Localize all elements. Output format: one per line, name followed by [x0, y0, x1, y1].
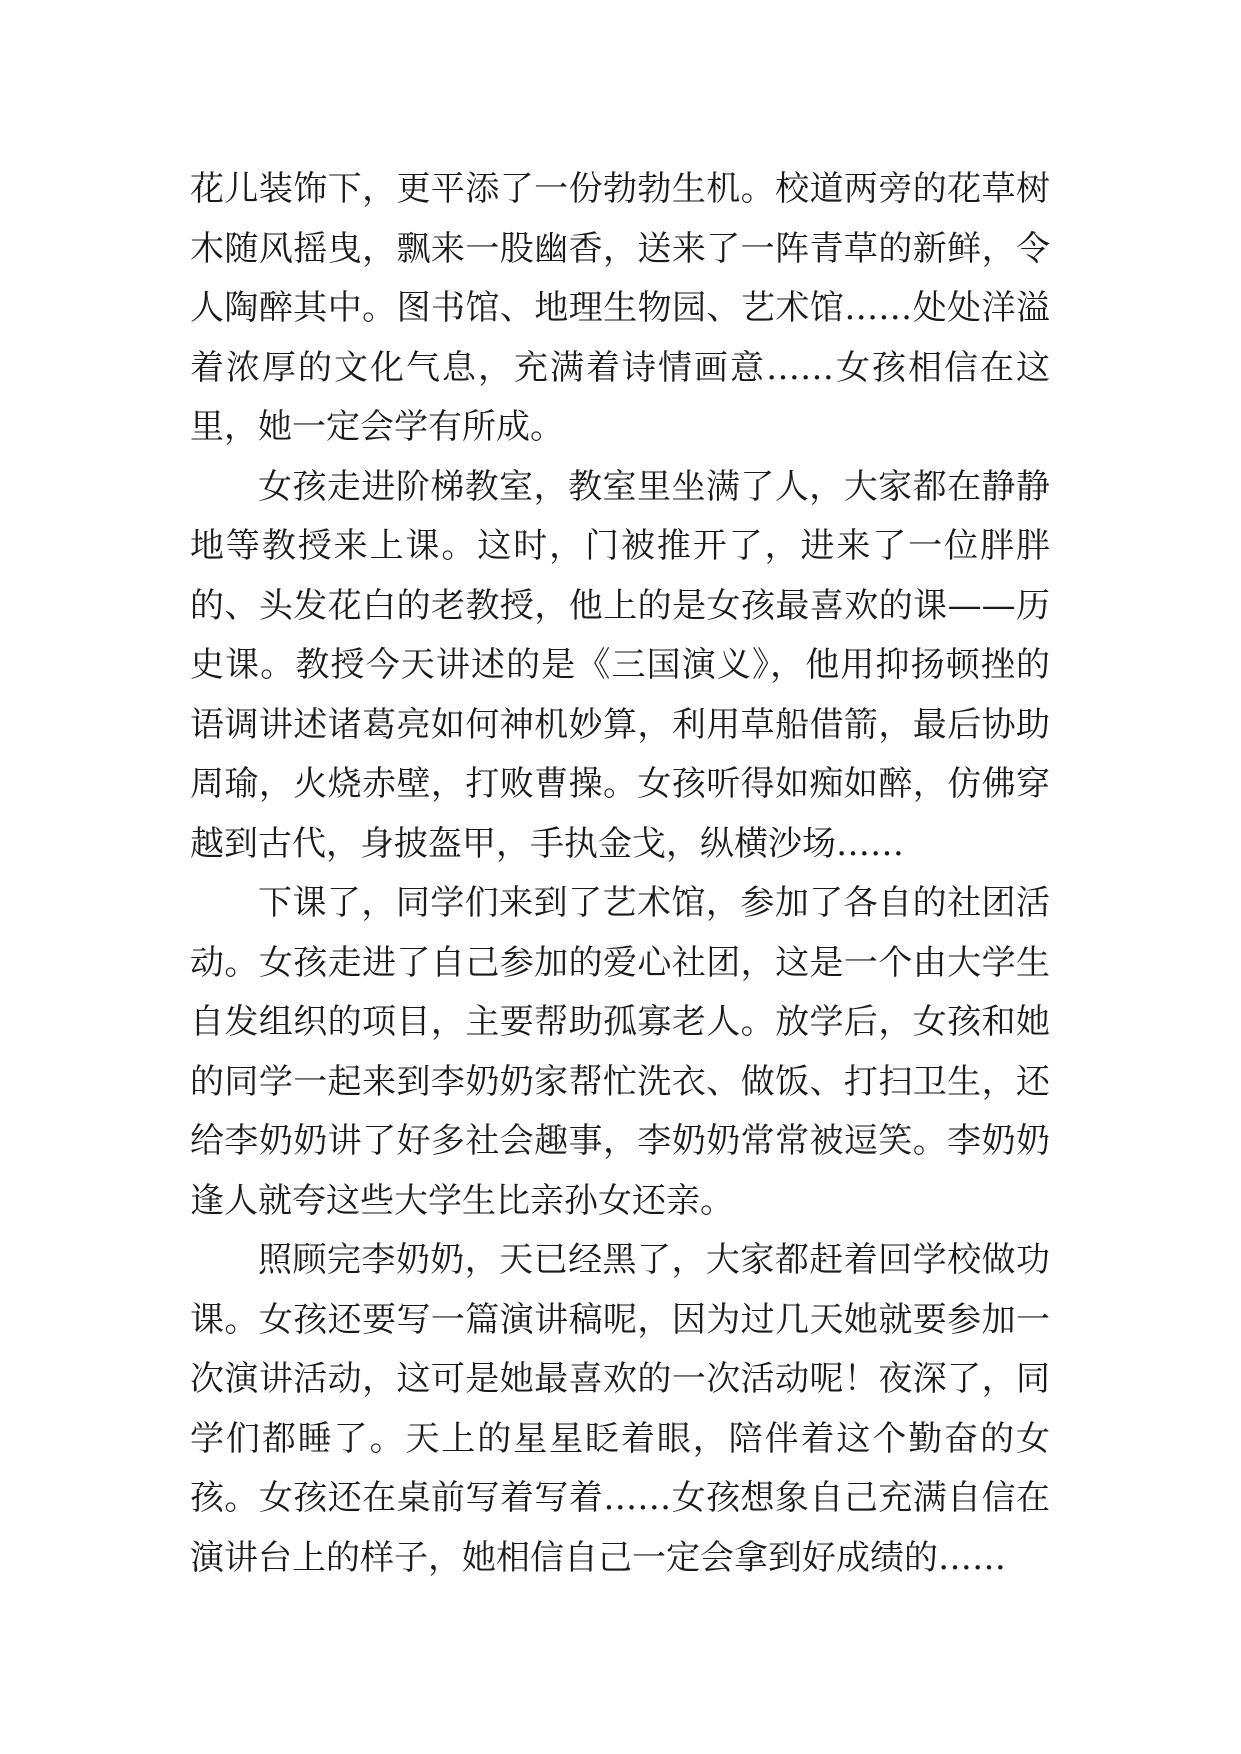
paragraph-2: 女孩走进阶梯教室，教室里坐满了人，大家都在静静地等教授来上课。这时，门被推开了，进来了一位胖胖的、头发花白的老教授，他上的是女孩最喜欢的课——历史课。教授今天讲述的是《三国演义》，他用抑扬顿挫的语调讲述诸葛亮如何神机妙算，利用草船借箭，最后协助周瑜，火烧赤壁，打败曹操。女孩听得如痴如醉，仿佛穿越到古代，身披盔甲，手执金戈，纵横沙场……: [190, 466, 1050, 864]
paragraph-4: 照顾完李奶奶，天已经黑了，大家都赶着回学校做功课。女孩还要写一篇演讲稿呢，因为过几天她就要参加一次演讲活动，这可是她最喜欢的一次活动呢！夜深了，同学们都睡了。天上的星星眨着眼，陪伴着这个勤奋的女孩。女孩还在桌前写着写着……女孩想象自己充满自信在演讲台上的样子，她相信自己一定会拿到好成绩的……: [190, 1240, 1050, 1578]
paragraph-3: 下课了，同学们来到了艺术馆，参加了各自的社团活动。女孩走进了自己参加的爱心社团，这是一个由大学生自发组织的项目，主要帮助孤寡老人。放学后，女孩和她的同学一起来到李奶奶家帮忙洗衣、做饭、打扫卫生，还给李奶奶讲了好多社会趣事，李奶奶常常被逗笑。李奶奶逢人就夸这些大学生比亲孙女还亲。: [190, 883, 1050, 1221]
paragraph-1: 花儿装饰下，更平添了一份勃勃生机。校道两旁的花草树木随风摇曳，飘来一股幽香，送来了一阵青草的新鲜，令人陶醉其中。图书馆、地理生物园、艺术馆……处处洋溢着浓厚的文化气息，充满着诗情画意……女孩相信在这里，她一定会学有所成。: [190, 169, 1050, 447]
body-text: [190, 160, 1050, 1588]
